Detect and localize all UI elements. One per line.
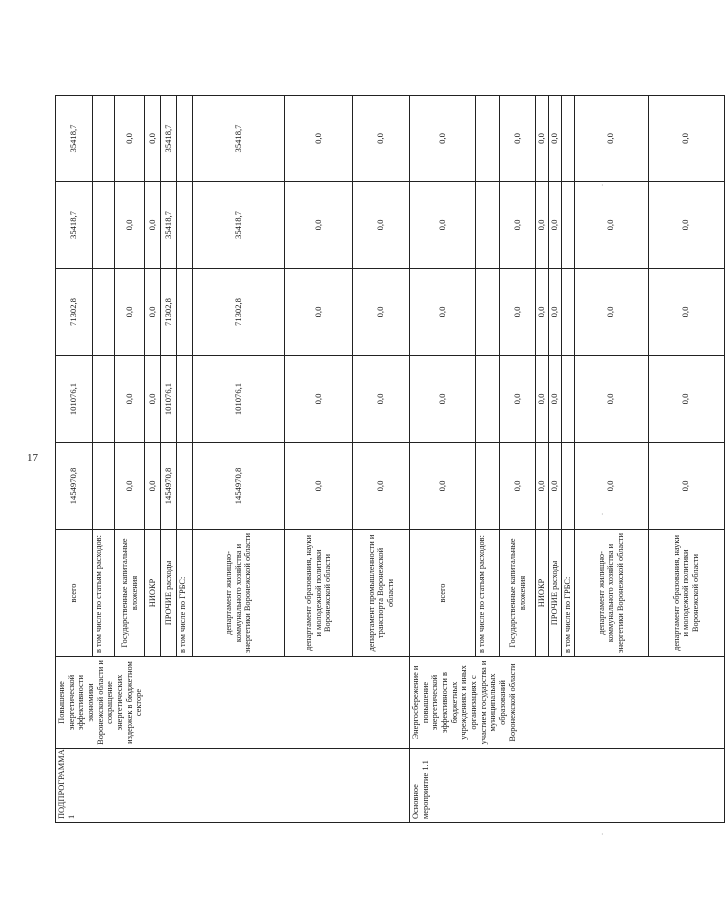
value-cell: 0,0 xyxy=(410,96,476,182)
row-label: в том числе по ГРБС: xyxy=(562,530,575,657)
value-cell xyxy=(177,356,193,443)
row-label: департамент образования, науки и молодежной политики Воронежской области xyxy=(648,530,724,657)
value-cell: 71302,8 xyxy=(56,269,93,356)
value-cell xyxy=(476,356,500,443)
row-label: в том числе по статьям расходов: xyxy=(476,530,500,657)
value-cell: 0,0 xyxy=(536,443,549,530)
row-label: в том числе по ГРБС: xyxy=(177,530,193,657)
value-cell xyxy=(476,96,500,182)
value-cell: 0,0 xyxy=(648,443,724,530)
value-cell: 0,0 xyxy=(574,443,648,530)
value-cell: 0,0 xyxy=(285,269,353,356)
value-cell: 71302,8 xyxy=(193,269,285,356)
value-cell: 101076,1 xyxy=(161,356,177,443)
value-cell: 0,0 xyxy=(500,443,536,530)
value-cell: 35418,7 xyxy=(56,182,93,269)
value-cell: 0,0 xyxy=(500,182,536,269)
value-cell: 0,0 xyxy=(500,356,536,443)
value-cell: 0,0 xyxy=(648,356,724,443)
value-cell: 0,0 xyxy=(145,96,161,182)
row-label: НИОКР xyxy=(536,530,549,657)
value-cell: 0,0 xyxy=(115,96,145,182)
value-cell xyxy=(177,443,193,530)
value-cell: 35418,7 xyxy=(193,96,285,182)
value-cell: 0,0 xyxy=(353,96,410,182)
value-cell xyxy=(177,182,193,269)
value-cell: 0,0 xyxy=(536,182,549,269)
table-row xyxy=(56,96,93,823)
value-cell: 0,0 xyxy=(353,356,410,443)
value-cell xyxy=(562,96,575,182)
row-label: Государственные капитальные вложения xyxy=(115,530,145,657)
row-label: всего xyxy=(410,530,476,657)
margin-dot: · xyxy=(601,181,604,190)
value-cell: 101076,1 xyxy=(56,356,93,443)
value-cell xyxy=(562,443,575,530)
value-cell: 1454970,8 xyxy=(193,443,285,530)
measure-name: Энергосбережение и повышение энергетической эффективности в бюджетных учреждениях и иных организациях с участием государства и муниципальных образований Воронежской области xyxy=(410,657,725,749)
value-cell: 0,0 xyxy=(536,96,549,182)
value-cell: 0,0 xyxy=(410,269,476,356)
value-cell xyxy=(177,96,193,182)
value-cell: 0,0 xyxy=(648,96,724,182)
value-cell: 0,0 xyxy=(115,443,145,530)
row-label: ПРОЧИЕ расходы xyxy=(161,530,177,657)
value-cell: 0,0 xyxy=(536,356,549,443)
value-cell: 0,0 xyxy=(145,182,161,269)
value-cell: 0,0 xyxy=(410,443,476,530)
row-label: департамент жилищно-коммунального хозяйства и энергетики Воронежской области xyxy=(574,530,648,657)
program-code: ПОДПРОГРАММА 1 xyxy=(56,749,410,823)
value-cell: 1454970,8 xyxy=(161,443,177,530)
value-cell: 0,0 xyxy=(536,269,549,356)
row-label: департамент промышленности и транспорта Воронежской области xyxy=(353,530,410,657)
value-cell: 0,0 xyxy=(574,182,648,269)
value-cell xyxy=(93,356,115,443)
value-cell: 0,0 xyxy=(500,96,536,182)
value-cell xyxy=(93,269,115,356)
rotated-table-wrapper xyxy=(55,96,700,823)
value-cell: 0,0 xyxy=(115,356,145,443)
value-cell: 0,0 xyxy=(549,96,562,182)
row-label: всего xyxy=(56,530,93,657)
row-label: департамент образования, науки и молодежной политики Воронежской области xyxy=(285,530,353,657)
value-cell: 101076,1 xyxy=(193,356,285,443)
value-cell: 0,0 xyxy=(574,96,648,182)
value-cell: 0,0 xyxy=(574,356,648,443)
value-cell: 0,0 xyxy=(410,182,476,269)
value-cell: 0,0 xyxy=(115,269,145,356)
value-cell xyxy=(93,96,115,182)
measure-code: Основное мероприятие 1.1 xyxy=(410,749,725,823)
row-label: ПРОЧИЕ расходы xyxy=(549,530,562,657)
value-cell: 0,0 xyxy=(285,182,353,269)
table-row xyxy=(410,96,476,823)
margin-dot: · xyxy=(601,830,604,839)
value-cell: 0,0 xyxy=(648,182,724,269)
value-cell: 35418,7 xyxy=(193,182,285,269)
value-cell: 35418,7 xyxy=(161,182,177,269)
value-cell: 0,0 xyxy=(145,269,161,356)
value-cell: 0,0 xyxy=(285,96,353,182)
value-cell xyxy=(93,443,115,530)
value-cell: 0,0 xyxy=(285,356,353,443)
value-cell: 0,0 xyxy=(285,443,353,530)
value-cell xyxy=(476,269,500,356)
value-cell: 0,0 xyxy=(353,269,410,356)
row-label: НИОКР xyxy=(145,530,161,657)
value-cell xyxy=(562,356,575,443)
value-cell xyxy=(476,443,500,530)
value-cell: 35418,7 xyxy=(161,96,177,182)
value-cell: 0,0 xyxy=(549,269,562,356)
page-number: 17 xyxy=(27,452,38,464)
value-cell: 0,0 xyxy=(353,182,410,269)
value-cell: 0,0 xyxy=(549,182,562,269)
value-cell xyxy=(476,182,500,269)
program-name: Повышение энергетической эффективности экономики Воронежской области и сокращение энергетических издержек в бюджетном секторе xyxy=(56,657,410,749)
value-cell: 0,0 xyxy=(353,443,410,530)
value-cell: 0,0 xyxy=(549,443,562,530)
value-cell xyxy=(562,269,575,356)
value-cell: 0,0 xyxy=(145,443,161,530)
value-cell: 0,0 xyxy=(648,269,724,356)
value-cell: 0,0 xyxy=(549,356,562,443)
value-cell: 0,0 xyxy=(500,269,536,356)
value-cell: 0,0 xyxy=(574,269,648,356)
value-cell xyxy=(93,182,115,269)
value-cell xyxy=(562,182,575,269)
margin-dot: · xyxy=(601,510,604,519)
row-label: Государственные капитальные вложения xyxy=(500,530,536,657)
value-cell: 0,0 xyxy=(115,182,145,269)
row-label: департамент жилищно-коммунального хозяйства и энергетики Воронежской области xyxy=(193,530,285,657)
value-cell: 35418,7 xyxy=(56,96,93,182)
value-cell: 1454970,8 xyxy=(56,443,93,530)
row-label: в том числе по статьям расходов: xyxy=(93,530,115,657)
budget-table xyxy=(55,95,725,823)
value-cell: 0,0 xyxy=(410,356,476,443)
value-cell: 0,0 xyxy=(145,356,161,443)
value-cell xyxy=(177,269,193,356)
value-cell: 71302,8 xyxy=(161,269,177,356)
